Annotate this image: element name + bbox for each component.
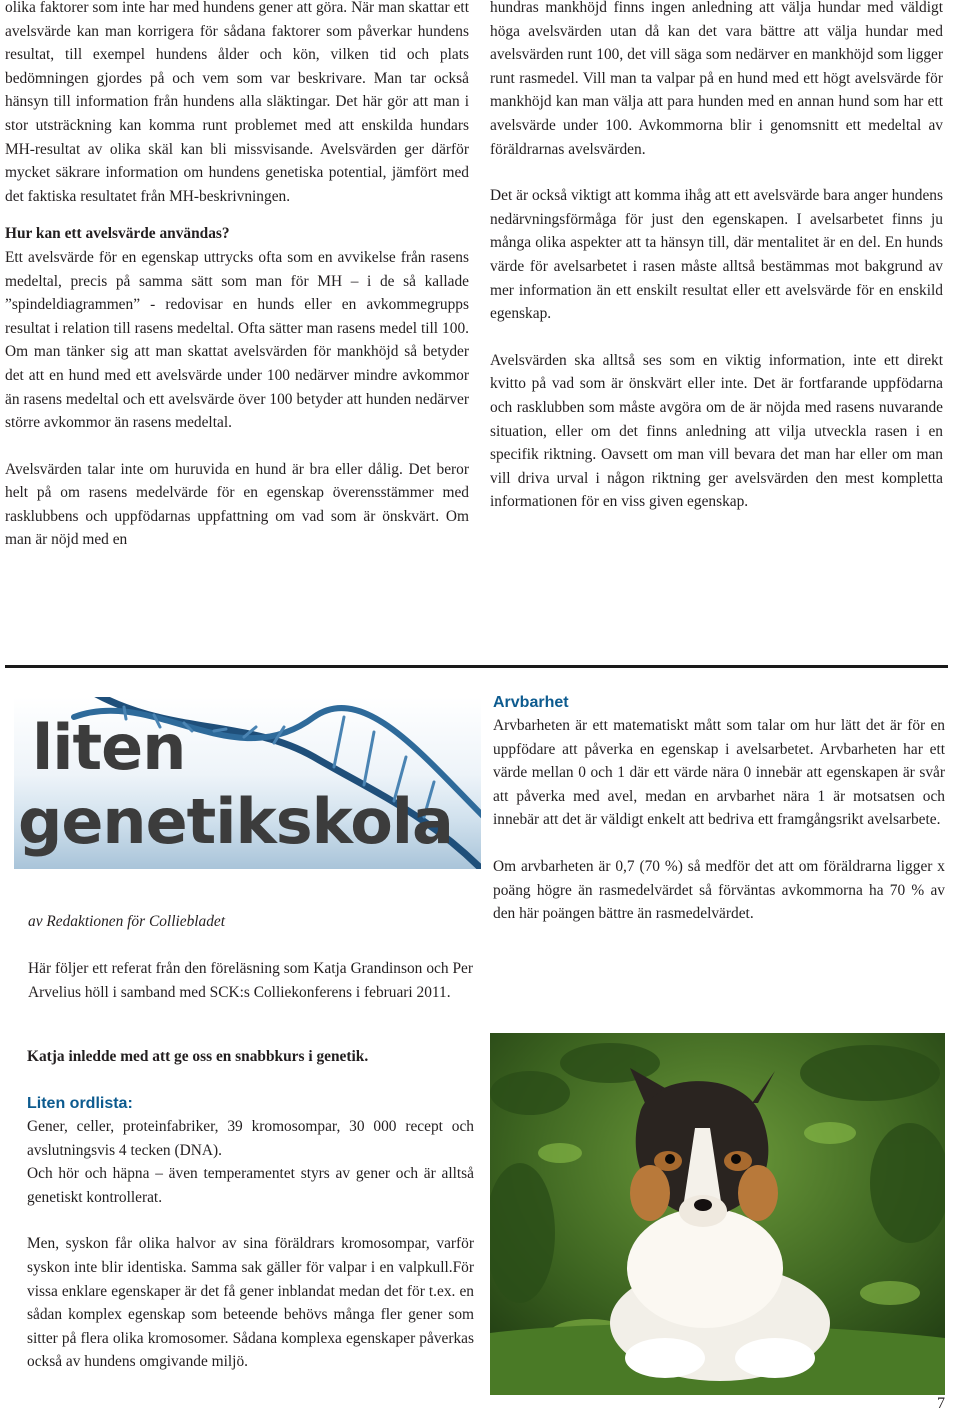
arvbarhet-paragraph-1: Arvbarheten är ett matematiskt mått som talar om hur lätt det är för en uppfödare att påverka en egenskap i avelsarbetet. Arvbarheten har ett värde mellan 0 och 1 där ett värde nära 0 innebär att egenskapen är svår att påverka med avel, medan en arvbarhet nära 1 är motsatsen och innebär att det är väldigt enkelt att bedriva ett framgångsrikt avelsarbete. bbox=[493, 717, 945, 829]
collie-puppy-photo bbox=[490, 1033, 945, 1395]
left-paragraph-2: Ett avelsvärde för en egenskap uttrycks ofta som en avvikelse från rasens medeltal, precis på samma sätt som man för MH – i de så kallade ”spindeldiagrammen” - redovisar en hunds eller en avkommegrupps resultat i relation till rasens medeltal. Ofta sätter man rasens medel till 100. Om man tänker sig att man skattat avelsvärden för mankhöjd så betyder det att en hund med ett avelsvärde under 100 nedärver mindre avkommor än rasens medeltal och ett avelsvärde över 100 betyder att hunden nedärver större avkommor än rasens medeltal. bbox=[5, 248, 469, 432]
right-paragraph-3: Avelsvärden ska alltså ses som en viktig information, inte ett direkt kvitto på vad som är önskvärt eller inte. Det är fortfarande uppfödarna och rasklubben som måste avgöra om de är nöjda med rasens nuvarande situation, eller om det finns anledning att vilja utveckla rasen i en specifik riktning. Oavsett om man vill bevara det man har eller om man vill driva urval i någon riktning ger avelsvärden den mest kompletta informationen för en viss given egenskap. bbox=[490, 351, 943, 511]
right-paragraph-1: hundras mankhöjd finns ingen anledning att välja hundar med väldigt höga avelsvärden utan då kan det vara bättre att välja hundar med avelsvärden runt 100, det vill säga som nedärver en mankhöjd som ligger runt rasmedel. Vill man ta valpar på en hund med ett högt avelsvärde för mankhöjd kan man välja att para hunden med en annan hund som har ett avelsvärde under 100. Avkommorna blir i genomsnitt ett medeltal av föräldrarnas avelsvärden. bbox=[490, 0, 943, 158]
ordlista-heading: Liten ordlista: bbox=[27, 1095, 133, 1112]
left-column bbox=[5, 0, 469, 552]
arvbarhet-paragraph-2: Om arvbarheten är 0,7 (70 %) så medför det att om föräldrarna ligger x poäng högre än rasmedelvärdet så förväntas avkommorna ha 70 % av den här poängen bättre än rasmedelvärdet. bbox=[493, 857, 945, 923]
ordlista-paragraph-1: Gener, celler, proteinfabriker, 39 kromosompar, 30 000 recept och avslutningsvis 4 tecken (DNA). bbox=[27, 1118, 474, 1159]
ordlista-paragraph-2: Och hör och häpna – även temperamentet styrs av gener och är alltså genetiskt kontrollerat. bbox=[27, 1165, 474, 1206]
right-column bbox=[490, 0, 943, 514]
horizontal-divider bbox=[5, 665, 948, 668]
section-heading-avelsvarde: Hur kan ett avelsvärde användas? bbox=[5, 225, 230, 243]
page-number: 7 bbox=[937, 1395, 945, 1412]
intro-paragraph: Här följer ett referat från den föreläsning som Katja Grandinson och Per Arvelius höll i samband med SCK:s Colliekonferens i februari 2011. bbox=[28, 960, 473, 1001]
ordlista-section bbox=[27, 1093, 474, 1374]
left-paragraph-1: olika faktorer som inte har med hundens gener att göra. När man skattar ett avelsvärde kan man korrigera för sådana faktorer som påverkar hundens resultat, till exempel hundens ålder och kön, vilken tid och plats bedömningen gjordes på och vem som var beskrivare. Man tar också hänsyn till information från hundens alla släktingar. Det här gör att man i stor utsträckning kan komma runt problemet med att enskilda hundars MH-resultat av olika skäl kan bli missvisande. Avelsvärden ger därför mycket säkrare information om hundens genetiska potential, jämfört med det faktiska resultatet från MH-beskrivningen. bbox=[5, 0, 469, 205]
ordlista-paragraph-3: Men, syskon får olika halvor av sina föräldrars kromosompar, varför syskon inte blir identiska. Samma sak gäller för valpar i en valpkull.För vissa enklare egenskaper är det få gener inblandat medan det för t.ex. en sådan komplex egenskap som beteende behövs många fler gener som sitter på flera olika kromosomer. Sådana komplexa egenskaper påverkas också av hundens omgivande miljö. bbox=[27, 1235, 474, 1371]
arvbarhet-section bbox=[493, 692, 945, 926]
liten-genetikskola-banner bbox=[14, 697, 481, 869]
arvbarhet-heading: Arvbarhet bbox=[493, 694, 569, 711]
banner-word-genetikskola: genetikskola bbox=[18, 785, 453, 858]
banner-word-liten: liten bbox=[32, 711, 186, 784]
left-paragraph-3: Avelsvärden talar inte om huruvida en hund är bra eller dålig. Det beror helt på om rasens medelvärde för en egenskap överensstämmer med rasklubbens och uppfödarnas uppfattning om vad som är önskvärt. Om man är nöjd med en bbox=[5, 460, 469, 549]
right-paragraph-2: Det är också viktigt att komma ihåg att ett avelsvärde bara anger hundens nedärvningsförmåga för just den egenskapen. I avelsarbetet finns ju många olika aspekter att ta hänsyn till, där mentalitet är en del. En hunds värde för avelsarbetet i rasen måste alltså bestämmas mot bakgrund av mer information än ett enskilt resultat eller ett avelsvärde för en enskild egenskap. bbox=[490, 187, 943, 323]
byline: av Redaktionen för Colliebladet bbox=[28, 913, 226, 930]
lead-sentence: Katja inledde med att ge oss en snabbkurs i genetik. bbox=[27, 1048, 369, 1065]
